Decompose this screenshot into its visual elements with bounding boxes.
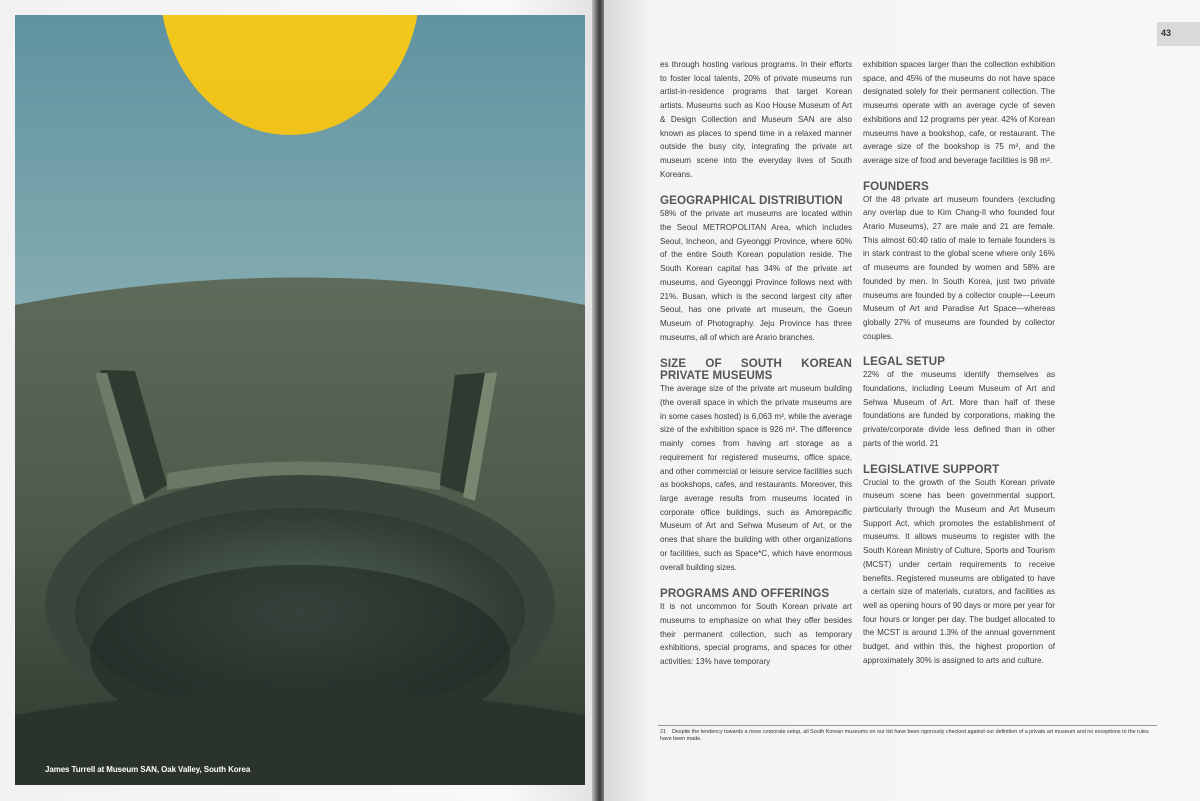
page-number: 43 (1161, 28, 1172, 38)
turrell-skyspace-image (15, 15, 585, 785)
section-body: Crucial to the growth of the South Korean private museum scene has been governmental support, particularly through the Museum and Art Museum Support Act, which promotes the establishment of museums. It allows museums to register with the South Korean Ministry of Culture, Sports and Tourism (MCST) under certain requirements to receive benefits. Registered museums are obligated to have a certain size of materials, curators, and facilities as well as opening hours of 90 days or more per year for four hours or longer per day. The budget allocated to the MCST is around 1.3% of the annual government budget, and within this, the highest proportion of approximately 30% is assigned to arts and culture. (863, 477, 1055, 665)
section-heading: LEGAL SETUP (863, 355, 946, 369)
text-column-right (863, 58, 1055, 667)
section-heading: FOUNDERS (863, 179, 929, 193)
page-number-tab (1157, 22, 1200, 46)
section-body: It is not uncommon for South Korean private art museums to emphasize on what they offer besides their permanent collection, such as temporary exhibitions, special programs, and spaces for other activities: 13% have temporary (660, 602, 852, 667)
section-heading: PROGRAMS AND OFFERINGS (660, 587, 830, 601)
section-heading: GEOGRAPHICAL DISTRIBUTION (660, 194, 843, 208)
section-body: Of the 48 private art museum founders (excluding any overlap due to Kim Chang-Il who founded four Arario Museums), 27 are male and 21 are female. This almost 60:40 ratio of male to female founders is in stark contrast to the global scene where only 16% of museums are founded by women and 58% are founded by men. In South Korea, just two private museums are founded by a collector couple—Leeum Museum of Art and Paradise Art Space—whereas globally 27% of museums are founded by collector couples. (863, 194, 1055, 341)
left-page (0, 0, 598, 801)
section-body: 22% of the museums identify themselves as foundations, including Leeum Museum of Art and Sehwa Museum of Art. More than half of these foundations are funded by corporations, making the private/corporate divide less defined than in other parts of the world. 21 (863, 370, 1055, 448)
intro-paragraph: exhibition spaces larger than the collection exhibition space, and 45% of the museums do not have space designated solely for their permanent collection. The museums operate with an average cycle of seven exhibitions and 12 programs per year. 42% of Korean museums have a bookshop, cafe, or restaurant. The average size of the bookshop is 75 m², and the average size of food and beverage facilities is 98 m². (863, 60, 1055, 165)
footnote (660, 729, 1156, 743)
footnote-divider (658, 725, 1157, 726)
section-heading: LEGISLATIVE SUPPORT (863, 462, 1000, 476)
right-page (604, 0, 1200, 801)
photo-caption: James Turrell at Museum SAN, Oak Valley, South Korea (45, 765, 251, 774)
section-body: The average size of the private art museum building (the overall space in which the private museums are in some cases hosted) is 6,063 m², while the average size of the exhibition space is 926 m². The difference mainly comes from having art storage as a requirement for registered museums, office space, and other commercial or leisure service facilities such as bookshops, cafes, and restaurants. Moreover, this large average results from museums located in corporate office buildings, such as Amorepacific Museum of Art and Sehwa Museum of Art, or the ones that share the building with other organizations or facilities, such as Space*C, which have enormous overall building sizes. (660, 384, 852, 572)
footnote-number: 21 (660, 729, 666, 735)
section-heading: SIZE OF SOUTH KOREAN PRIVATE MUSEUMS (660, 357, 852, 383)
footnote-text: Despite the tendency towards a more corporate setup, all South Korean museums on our list have been rigorously checked against our definition of a private art museum and no exceptions to the rules have been made. (660, 729, 1149, 742)
intro-paragraph: es through hosting various programs. In their efforts to foster local talents, 20% of private museums run artist-in-residence programs that target Korean artists. Museums such as Koo House Museum of Art & Design Collection and Museum SAN are also known as places to spend time in a relaxed manner outside the busy city, integrating the private art museum scene into the everyday lives of South Koreans. (660, 60, 852, 179)
artwork-photo (15, 15, 585, 785)
text-column-left (660, 58, 852, 669)
section-body: 58% of the private art museums are located within the Seoul METROPOLITAN Area, which includes Seoul, Incheon, and Gyeonggi Province, where 60% of the entire South Korean population reside. The South Korean capital has 34% of the private art museums, and Gyeonggi Province follows next with 21%. Busan, which is the second largest city after Seoul, has one private art museum, the Goeun Museum of Photography. Jeju Province has three museums, all of which are Arario branches. (660, 209, 852, 342)
